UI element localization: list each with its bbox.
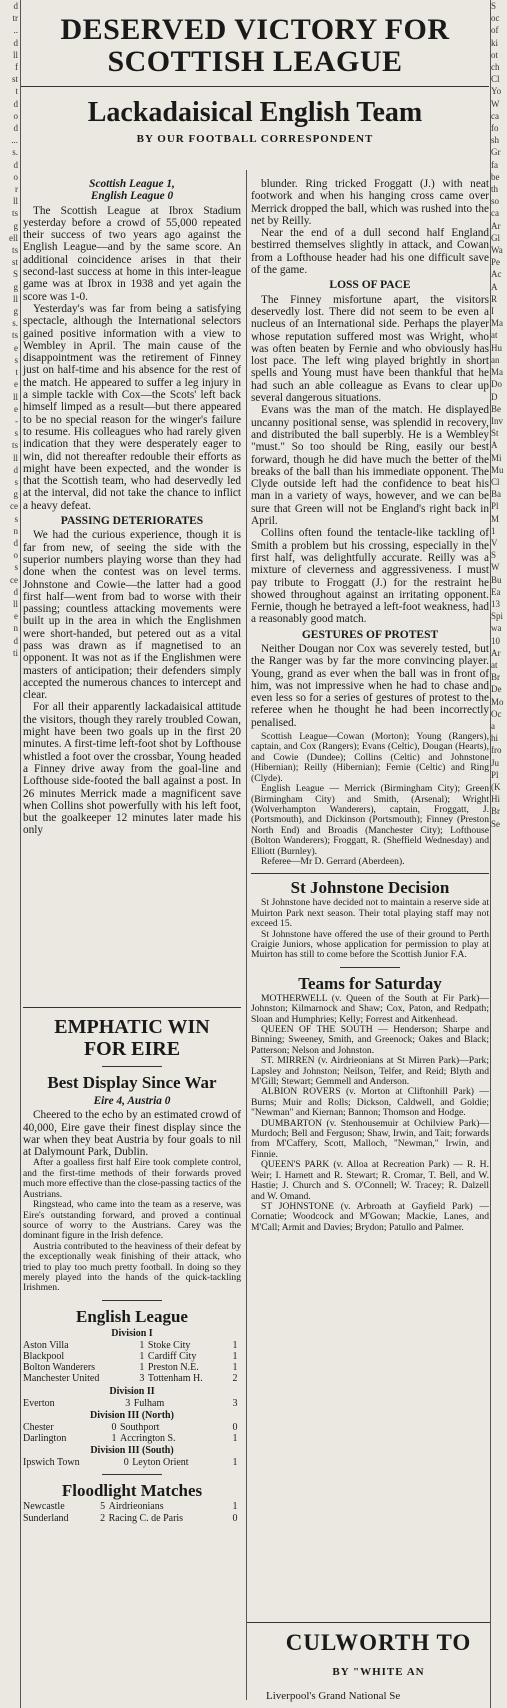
fragment-line: ts <box>11 208 18 219</box>
team-selection: ALBION ROVERS (v. Morton at Cliftonhill Park) — Burns; Muir and Rolls; Dickson, Caldwell, and Goldie; "Newman" and Kiernan; Bannon; Thomson and Hodge. <box>251 1086 489 1119</box>
away-score: 0 <box>232 1421 238 1433</box>
fragment-line: d <box>13 464 18 475</box>
away-score: 1 <box>232 1362 238 1374</box>
fragment-line: d <box>13 635 18 646</box>
away-team: Cardiff City <box>147 1350 197 1362</box>
team-lineup: English League — Merrick (Birmingham City); Green (Birmingham City) and Smith, (Arsenal); Wright (Wolverhampton Wanderers), captain, Froggatt, J. (Portsmouth), and Dickinson (Portsmouth); Finney (Preston North End) and Broadis (Manchester City); Lofthouse (Bolton Wanderers); Froggatt, R. (Sheffield Wednesday) and Elliott (Burnley). <box>251 783 489 857</box>
home-score: 1 <box>111 1432 117 1444</box>
fragment-line: so <box>491 196 500 207</box>
section-head-passing: PASSING DETERIORATES <box>60 515 204 528</box>
home-score: 2 <box>100 1512 106 1524</box>
team-lineup: Referee—Mr D. Gerrard (Aberdeen). <box>261 855 405 867</box>
fragment-line: Oc <box>491 708 502 719</box>
div3n-table <box>23 1422 241 1444</box>
fragment-line: ll <box>12 391 18 402</box>
fragment-line: an <box>491 354 500 365</box>
result-row <box>23 1422 241 1433</box>
fragment-line: Spi <box>491 611 504 622</box>
eire-lead: Cheered to the echo by an estimated crowd of 40,000, Eire gave their finest display since the war when they beat Austria by four goals to nil at Dalymount Park, Dublin. <box>23 1109 241 1159</box>
fragment-line: - <box>15 415 18 426</box>
home-score: 1 <box>139 1362 145 1374</box>
fragment-line: ca <box>491 110 499 121</box>
fragment-line: ce <box>10 501 18 512</box>
fragment-line: Hi <box>491 794 500 805</box>
away-score: 1 <box>232 1339 238 1351</box>
fragment-line: St <box>491 428 499 439</box>
fragment-line: ll <box>12 196 18 207</box>
fragment-line: Se <box>491 818 500 829</box>
div3s-label: Division III (South) <box>90 1445 174 1457</box>
fragment-line: Gl <box>491 232 500 243</box>
eire-paragraph: Austria contributed to the heaviness of their defeat by the exceptionally weak finishing of their attack, who tried to play too much pretty football. In doing so they merely played into the hands of the quick-tackling Irishmen. <box>23 1240 241 1294</box>
stjohnstone-paragraph: St Johnstone have offered the use of their ground to Perth Craigie Juniors, whose application for permission to play at Muirton has still to come before the Scottish Junior F.A. <box>251 928 489 961</box>
away-team: Accrington S. <box>120 1432 176 1444</box>
fragment-line: d <box>13 159 18 170</box>
stjohnstone-rule <box>251 873 489 874</box>
fragment-line: Wa <box>491 245 503 256</box>
fragment-line: I <box>491 306 494 317</box>
fragment-line: tr <box>12 13 18 24</box>
section-head-loss-of-pace: LOSS OF PACE <box>329 279 411 292</box>
away-score: 1 <box>232 1432 238 1444</box>
column-rule-middle <box>246 170 247 1700</box>
fragment-line: n <box>13 623 18 634</box>
headline-line-2: SCOTTISH LEAGUE <box>107 45 403 78</box>
div2-label: Division II <box>109 1385 155 1397</box>
fragment-line: S <box>12 269 18 280</box>
stjohnstone-paragraph: St Johnstone have decided not to maintain a reserve side at Muirton Park next season. Their total playing staff may not exceed 15. <box>251 897 489 930</box>
fragment-line: ... <box>11 135 18 146</box>
league-short-rule <box>102 1300 162 1301</box>
fragment-line: ts <box>11 440 18 451</box>
fragment-line: g <box>13 220 18 231</box>
article-paragraph: Yesterday's was far from being a satisfying spectacle, although the International selectors gained positive information with a view to Wembley in April. The main cause of the disappointment was the retirement of Finney just on half-time and his absence for the rest of the match. He appeared to suffer a leg injury in a simple tackle with Cox—the Scots' left back himself limped as a result—but there appeared to be no special reason for the winger's failure to resume. His colleagues who had rarely given indication that they were desperately eager to win, did not thereafter redouble their efforts as might have been expected, and the wonder is that the Scottish team, who had deservedly led at the interval, did not take the chance to inflict a heavy defeat. <box>23 302 241 512</box>
home-score: 1 <box>139 1350 145 1362</box>
fragment-line: Ar <box>491 647 501 658</box>
eire-headline-2: FOR EIRE <box>83 1038 181 1060</box>
home-score: 0 <box>111 1421 117 1433</box>
div2-table <box>23 1398 241 1409</box>
fragment-line: Ac <box>491 269 502 280</box>
fragment-line: e <box>14 403 18 414</box>
home-team: Darlington <box>23 1432 67 1444</box>
away-team: Leyton Orient <box>132 1457 189 1469</box>
eire-section <box>23 1007 241 1524</box>
home-team: Blackpool <box>23 1350 65 1362</box>
fragment-line: Hu <box>491 342 502 353</box>
away-score: 0 <box>232 1512 238 1524</box>
fragment-line: fo <box>491 123 499 134</box>
fragment-line: De <box>491 684 502 695</box>
fragment-line: sh <box>491 135 500 146</box>
english-league-title: English League <box>76 1306 188 1326</box>
article-paragraph: blunder. Ring tricked Froggatt (J.) with neat footwork and when his hanging cross came over Merrick dropped the ball, which was rushed into the net by Reilly. <box>251 178 489 227</box>
fragment-line: ot <box>491 49 499 60</box>
result-row <box>23 1501 241 1512</box>
eire-paragraph: After a goalless first half Eire took complete control, and the first-time methods of their forwards proved much more effective than the close-passing tactics of the Austrians. <box>23 1157 241 1200</box>
fragment-line: Gr <box>491 147 501 158</box>
fragment-line: Pl <box>491 769 499 780</box>
fragment-line: Bu <box>491 574 502 585</box>
fragment-line: R <box>491 293 498 304</box>
fragment-line: e <box>14 611 18 622</box>
headline <box>21 14 489 78</box>
away-score: 1 <box>232 1350 238 1362</box>
fragment-line: Ba <box>491 489 501 500</box>
article-column-2 <box>251 178 489 1233</box>
fragment-line: Do <box>491 379 502 390</box>
away-score: 1 <box>232 1457 238 1469</box>
fragment-line: Cl <box>491 74 500 85</box>
home-team: Chester <box>23 1421 54 1433</box>
fragment-line: Pe <box>491 257 500 268</box>
fragment-line: o <box>13 110 18 121</box>
fragment-line: Cl <box>491 476 500 487</box>
away-team: Racing C. de Paris <box>108 1512 184 1524</box>
fragment-line: th <box>491 184 499 195</box>
div3n-label: Division III (North) <box>90 1409 174 1421</box>
article-paragraph: The Scottish League at Ibrox Stadium yesterday before a crowd of 55,000 repeated their success of two years ago against the English League—and by the same score. An additional coincidence arises in that their second-last success at home in this inter-league game was at Ibrox in 1938 and yet again the score was 1-0. <box>23 204 241 303</box>
main-article <box>21 0 489 151</box>
fragment-line: d <box>13 98 18 109</box>
fragment-line: at <box>491 330 498 341</box>
fragment-line: ell <box>9 232 18 243</box>
fragment-line: ki <box>491 37 499 48</box>
team-selection: MOTHERWELL (v. Queen of the South at Fir Park)—Johnston; Kilmarnock and Shaw; Cox, Paton, and Redpath; Sloan and Humphries; Kelly; Forrest and Aitkenhead. <box>251 992 489 1025</box>
away-team: Airdrieonians <box>108 1501 164 1513</box>
fragment-line: A <box>491 440 498 451</box>
fragment-line: ll <box>12 293 18 304</box>
fragment-line: of <box>491 25 499 36</box>
fragment-line: d <box>13 37 18 48</box>
article-paragraph: We had the curious experience, though it is far from new, of seeing the side with the superior numbers playing worse than they had done when the contest was on level terms. Johnstone and Cowie—the latter had a good first half—went from bad to worse with their passing; countless attacking movements were built up in the area in which the Englishmen were short-handed, but petered out as a vital pass was drawn as if magnetised to an opponent. It was not as if the Englishmen were masters of anticipation; their defenders simply accepted the numerous chances to intercept and clear. <box>23 529 241 702</box>
fragment-line: n <box>13 525 18 536</box>
fragment-line: d <box>13 123 18 134</box>
next-article-first-line: Liverpool's Grand National Se <box>266 1690 401 1702</box>
fragment-line: g <box>13 281 18 292</box>
fragment-line: D <box>491 391 498 402</box>
away-score: 1 <box>232 1501 238 1513</box>
fragment-line: ch <box>491 62 500 73</box>
fragment-line: S <box>491 1 497 11</box>
fragment-line: Ar <box>491 220 501 231</box>
team-selection: QUEEN'S PARK (v. Alloa at Recreation Park) — R. H. Weir; I. Harnett and R. Stewart; R. Cromar, T. Bell, and W. Hastie; J. Church and S. O'Connell; W. Tracey; R. Dalzell and W. Omand. <box>251 1159 489 1202</box>
fragment-line: ll <box>12 598 18 609</box>
home-score: 5 <box>100 1501 106 1513</box>
fragment-line: W <box>491 562 500 573</box>
eire-short-rule <box>102 1066 162 1067</box>
away-team: Tottenham H. <box>147 1373 203 1385</box>
fragment-line: at <box>491 659 498 670</box>
headline-line-1: DESERVED VICTORY FOR <box>60 13 450 46</box>
home-score: 3 <box>125 1397 131 1409</box>
home-team: Everton <box>23 1397 55 1409</box>
home-score: 3 <box>139 1373 145 1385</box>
home-score: 0 <box>123 1457 129 1469</box>
fragment-line: s <box>14 428 18 439</box>
fragment-line: Br <box>491 806 500 817</box>
floodlight-title: Floodlight Matches <box>61 1481 203 1501</box>
fragment-line: A <box>491 281 498 292</box>
column-rule-left <box>20 0 21 1708</box>
fragment-line: st <box>11 74 18 85</box>
away-team: Southport <box>120 1421 160 1433</box>
teams-saturday-title: Teams for Saturday <box>298 973 442 993</box>
fragment-line: s. <box>12 318 18 329</box>
right-adjacent-column-fragment <box>491 0 507 1708</box>
team-selection: ST. MIRREN (v. Airdrieonians at St Mirren Park)—Park; Lapsley and Johnston; Neilson, Telfer, and Reid; Blyth and M'Gill; Stewart; Gemmell and Anderson. <box>251 1055 489 1088</box>
fragment-line: ti <box>12 647 18 658</box>
fragment-line: ts <box>11 330 18 341</box>
next-article-byline: BY "WHITE AN <box>332 1666 425 1678</box>
home-team: Ipswich Town <box>23 1457 80 1469</box>
fragment-line: o <box>13 171 18 182</box>
byline: BY OUR FOOTBALL CORRESPONDENT <box>136 133 374 145</box>
fragment-line: r <box>15 184 18 195</box>
eire-top-rule <box>23 1007 241 1008</box>
fragment-line: s <box>14 562 18 573</box>
div1-table <box>23 1340 241 1385</box>
fragment-line: t <box>15 86 18 97</box>
fragment-line: Ju <box>491 757 500 768</box>
away-team: Stoke City <box>147 1339 191 1351</box>
team-selection: DUMBARTON (v. Stenhousemuir at Ochilview Park)—Murdoch; Bell and Ferguson; Shaw, Irwin, and Tait; forwards from M'Caffery, Scott, Malloch, "Newman," Irwin, and Finnie. <box>251 1117 489 1160</box>
fragment-line: ts <box>11 245 18 256</box>
home-team: Aston Villa <box>23 1339 69 1351</box>
article-column-1 <box>23 178 241 837</box>
teams-short-rule <box>340 967 400 968</box>
eire-subhead: Best Display Since War <box>47 1073 217 1092</box>
left-adjacent-column-fragment <box>0 0 19 1708</box>
result-row <box>23 1433 241 1444</box>
result-row <box>23 1340 241 1351</box>
home-team: Newcastle <box>23 1501 65 1513</box>
fragment-line: V <box>491 537 498 548</box>
team-selection: QUEEN OF THE SOUTH — Henderson; Sharpe and Binning; Sweeney, Smith, and Greenock; Oakes and Black; Patterson; Nelson and Johnston. <box>251 1024 489 1056</box>
fragment-line: Br <box>491 672 500 683</box>
fragment-line: be <box>491 171 500 182</box>
article-paragraph: For all their apparently lackadaisical attitude the visitors, though they rarely troubled Cowan, might have been two goals up in the first 20 minutes. A first-time left-foot shot by Lofthouse whistled a foot over the crossbar, Young headed a Finney drive away from the goal-line and Lofthouse side-footed the ball against a post. In 26 minutes Merrick made a magnificent save when Collins shot powerfully with his left foot, but the goalkeeper 12 minutes later made his only <box>23 701 241 837</box>
fragment-line: ll <box>12 452 18 463</box>
fragment-line: ca <box>491 208 499 219</box>
home-score: 1 <box>139 1339 145 1351</box>
article-paragraph: Neither Dougan nor Cox was severely tested, but the Ranger was by far the more convincing player. Young, grand as ever when the ball was in front of him, was not impressive when he had to chase and even less so for a series of gestures of protest to the referee when he thought he had been incorrectly penalised. <box>251 642 489 729</box>
away-team: Fulham <box>133 1397 165 1409</box>
home-team: Sunderland <box>23 1512 69 1524</box>
eire-result: Eire 4, Austria 0 <box>93 1095 171 1107</box>
fragment-line: g <box>13 306 18 317</box>
headline-rule <box>21 86 489 87</box>
floodlight-table <box>23 1501 241 1523</box>
away-team: Preston N.E. <box>147 1362 199 1374</box>
fragment-line: g <box>13 489 18 500</box>
fragment-line: fa <box>491 159 498 170</box>
fragment-line: Pl <box>491 501 499 512</box>
result-row <box>23 1362 241 1373</box>
fragment-line: s <box>14 513 18 524</box>
fragment-line: d <box>13 1 18 11</box>
fragment-line: .. <box>13 25 18 36</box>
fragment-line: Mu <box>491 464 504 475</box>
away-score: 2 <box>232 1373 238 1385</box>
fragment-line: s. <box>12 147 18 158</box>
fragment-line: 13 <box>491 598 500 609</box>
team-selection: ST JOHNSTONE (v. Arbroath at Gayfield Park) — Cornatie; Woodcock and M'Gowan; Mackie, Lanes, and M'Call; Armit and Davies; Brydon; Patullo and Palmer. <box>251 1200 489 1233</box>
result-line-1: Scottish League 1, <box>89 178 175 190</box>
home-team: Manchester United <box>23 1373 100 1385</box>
fragment-line: d <box>13 537 18 548</box>
footer-rule <box>247 1622 491 1623</box>
fragment-line: s <box>14 354 18 365</box>
div1-label: Division I <box>111 1327 153 1339</box>
stjohnstone-title: St Johnstone Decision <box>290 878 450 898</box>
team-lineup: Scottish League—Cowan (Morton); Young (Rangers), captain, and Cox (Rangers); Evans (Celtic), Dougan (Hearts), and Cowie (Dundee); Collins (Celtic) and Johnstone (Hibernian); Reilly (Hibernian); Fernie (Celtic) and Ring (Clyde). <box>251 731 489 784</box>
section-head-gestures: GESTURES OF PROTEST <box>301 628 439 641</box>
fragment-line: Be <box>491 403 501 414</box>
article-paragraph: Collins often found the tentacle-like tackling of Smith a problem but his crossing, especially in the first half, was delightfully accurate. Reilly was a mixture of cleverness and aggressiveness. I must pay tribute to Froggatt (J.) for the restraint he showed throughout against an irritating opponent. Fernie, though he betrayed a left-foot weakness, had a reasonably good match. <box>251 527 489 626</box>
home-team: Bolton Wanderers <box>23 1362 96 1374</box>
fragment-line: Ma <box>491 318 503 329</box>
fragment-line: 1 <box>491 525 496 536</box>
fragment-line: 10 <box>491 635 500 646</box>
fragment-line: s <box>14 476 18 487</box>
fragment-line: d <box>13 586 18 597</box>
article-paragraph: Evans was the man of the match. He displayed uncanny positional sense, was splendid in recovery, and distributed the ball superbly. He is a Wembley "must." So too should be Ring, easily our best forward, though he did have much the better of the breaks of the ball than his immediate opponent. The Clyde outside left had the confidence to beat his man in a variety of ways, however, and we can be sure that Green will not be England's right back in April. <box>251 404 489 528</box>
fragment-line: (K <box>491 782 501 792</box>
fragment-line: st <box>11 257 18 268</box>
fragment-line: e <box>14 342 18 353</box>
subheadline: Lackadaisical English Team <box>87 97 423 128</box>
away-score: 3 <box>232 1397 238 1409</box>
fragment-line: oc <box>491 13 500 24</box>
fragment-line: o <box>13 550 18 561</box>
fragment-line: fro <box>491 745 502 756</box>
fragment-line: e <box>14 379 18 390</box>
fragment-line: wa <box>491 623 502 634</box>
fragment-line: Yo <box>491 86 502 97</box>
result-row <box>23 1373 241 1384</box>
result-line-2: English League 0 <box>90 190 174 203</box>
fragment-line: ll <box>12 49 18 60</box>
fragment-line: Mi <box>491 452 502 463</box>
floodlight-short-rule <box>102 1474 162 1475</box>
fragment-line: M <box>491 513 500 524</box>
result-row <box>23 1457 241 1468</box>
article-paragraph: The Finney misfortune apart, the visitors deservedly lost. There did not seem to be even a nucleus of an International side. Perhaps the player whose reputation suffered most was Wright, who was often beaten by Fernie and who obviously has lost pace. The left wing played brightly in short spells and Young must have been thankful that he had such an able colleague as Evans to clear up several dangerous situations. <box>251 293 489 405</box>
fragment-line: S <box>491 550 497 561</box>
fragment-line: ce <box>10 574 18 585</box>
result-row <box>23 1398 241 1409</box>
fragment-line: Ma <box>491 367 503 378</box>
fragment-line: W <box>491 98 500 109</box>
result-row <box>23 1351 241 1362</box>
div3s-table <box>23 1457 241 1468</box>
article-paragraph: Near the end of a dull second half England bestirred themselves slightly in attack, and Cowan from a Lofthouse header had his one difficult save of the game. <box>251 227 489 277</box>
result-row <box>23 1513 241 1524</box>
fragment-line: Ea <box>491 586 501 597</box>
fragment-line: Inv <box>491 415 503 426</box>
fragment-line: a <box>491 720 495 731</box>
fragment-line: Mo <box>491 696 504 707</box>
fragment-line: t <box>15 367 18 378</box>
fragment-line: hi <box>491 733 499 744</box>
next-article-headline: CULWORTH TO <box>285 1630 472 1655</box>
eire-headline-1: EMPHATIC WIN <box>54 1016 210 1038</box>
eire-paragraph: Ringstead, who came into the team as a reserve, was Eire's outstanding forward, and proved a continual source of worry to the Austrians. Carey was the dominant figure in the Irish defence. <box>23 1199 241 1242</box>
fragment-line: f <box>15 62 18 73</box>
